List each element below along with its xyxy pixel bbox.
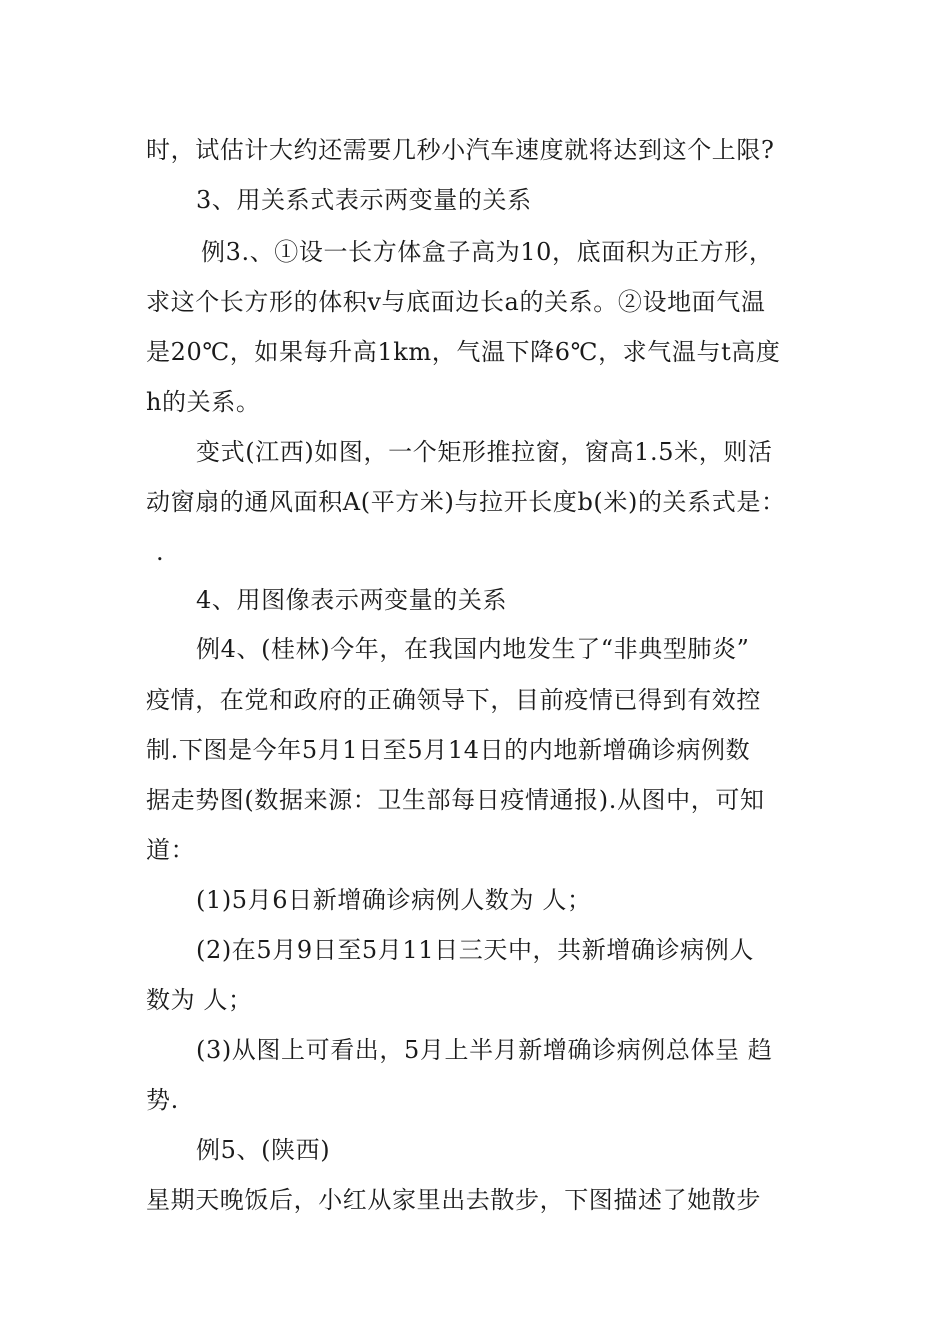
text-line: 据走势图(数据来源：卫生部每日疫情通报).从图中，可知 xyxy=(146,786,765,814)
question-3-line: (3)从图上可看出，5月上半月新增确诊病例总体呈 趋 xyxy=(196,1036,773,1064)
text-line: 时，试估计大约还需要几秒小汽车速度就将达到这个上限? xyxy=(146,136,775,164)
text-line: 制.下图是今年5月1日至5月14日的内地新增确诊病例数 xyxy=(146,736,751,764)
question-2-line: (2)在5月9日至5月11日三天中，共新增确诊病例人 xyxy=(196,936,754,964)
question-1-line: (1)5月6日新增确诊病例人数为 人； xyxy=(196,886,592,914)
example-5-line: 例5、(陕西) xyxy=(196,1136,331,1164)
text-line: 星期天晚饭后，小红从家里出去散步，下图描述了她散步 xyxy=(146,1186,761,1214)
text-line: 是20℃，如果每升高1km，气温下降6℃，求气温与t高度 xyxy=(146,338,781,366)
text-line: 动窗扇的通风面积A(平方米)与拉开长度b(米)的关系式是： xyxy=(146,488,786,516)
answer-blank-dot: . xyxy=(156,538,165,566)
text-line: 求这个长方形的体积v与底面边长a的关系。②设地面气温 xyxy=(146,288,766,316)
example-4-line: 例4、(桂林)今年，在我国内地发生了“非典型肺炎” xyxy=(196,635,750,663)
text-line: 势. xyxy=(146,1086,179,1114)
example-3-line: 例3.、①设一长方体盒子高为10，底面积为正方形， xyxy=(201,238,774,266)
text-line: 数为 人； xyxy=(146,986,253,1014)
variant-line: 变式(江西)如图，一个矩形推拉窗，窗高1.5米，则活 xyxy=(196,438,773,466)
text-line: h的关系。 xyxy=(146,388,261,416)
section-heading-4: 4、用图像表示两变量的关系 xyxy=(196,586,508,614)
text-line: 疫情，在党和政府的正确领导下，目前疫情已得到有效控 xyxy=(146,686,761,714)
text-line: 道： xyxy=(146,836,196,864)
section-heading-3: 3、用关系式表示两变量的关系 xyxy=(196,186,532,214)
